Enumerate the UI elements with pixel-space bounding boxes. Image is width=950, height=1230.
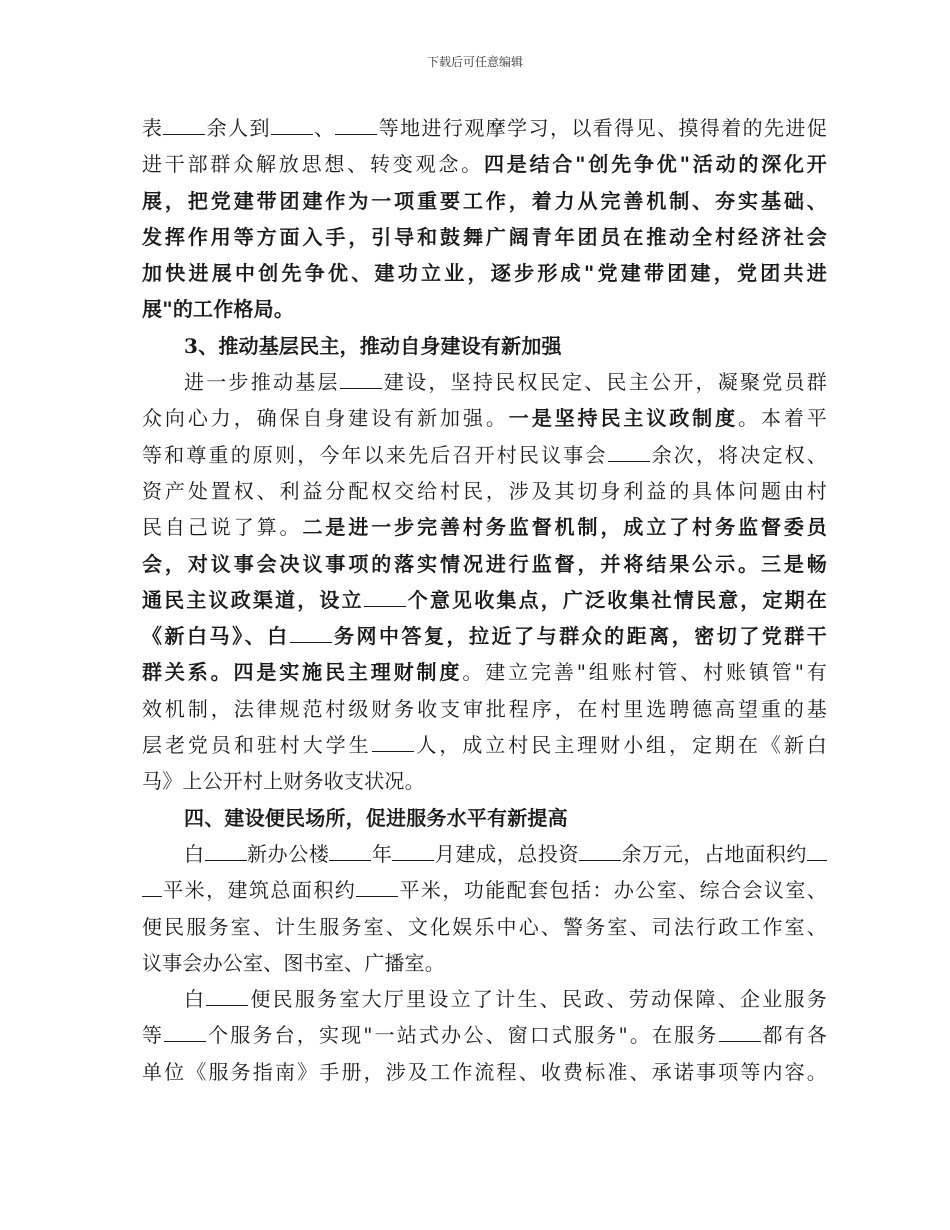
- blank-underline: [719, 1019, 761, 1042]
- text-segment: 等地进行观摩学习，以看得见、摸得着的先进促: [377, 116, 828, 140]
- blank-underline: [579, 838, 621, 861]
- bold-text: 一是坚持民主议政制度: [508, 406, 739, 431]
- text-segment: 。本着平: [738, 406, 828, 431]
- text-segment: 马》上公开村上财务收支状况。: [142, 769, 425, 794]
- bold-text: 发挥作用等方面入手，引导和鼓舞广阔青年团员在推动全村经济社会: [142, 224, 827, 249]
- bold-text: 四是结合"创先争优"活动的深化开: [483, 152, 828, 177]
- text-segment: 表: [142, 116, 164, 140]
- blank-underline: [340, 366, 382, 389]
- bold-text: 群关系。四是实施民主理财制度: [142, 660, 463, 685]
- text-line: [142, 763, 827, 799]
- text-segment: 月建成，总投资: [434, 841, 580, 866]
- text-line: [142, 654, 827, 690]
- blank-underline: [392, 838, 434, 861]
- text-segment: 余次，将决定权、: [649, 442, 828, 467]
- text-segment: 余万元，占地面积约: [621, 841, 807, 866]
- text-line: [142, 183, 827, 219]
- text-line: [142, 473, 827, 509]
- text-segment: 年: [371, 841, 393, 866]
- bold-text: 会，对议事会决议事项的落实情况进行监督，并将结果公示。三是畅: [142, 551, 827, 576]
- text-segment: 等: [142, 1023, 165, 1048]
- text-line: [142, 328, 827, 364]
- blank-underline: [364, 584, 406, 607]
- text-line: [142, 110, 827, 146]
- bold-text: 个意见收集点，广泛收集社情民意，定期在: [405, 587, 828, 612]
- text-segment: 个服务台，实现"一站式办公、窗口式服务"。在服务: [206, 1023, 719, 1048]
- text-segment: 。建立完善"组账村管、村账镇管"有: [462, 660, 827, 685]
- text-line: [142, 1054, 827, 1090]
- text-segment: 新办公楼: [246, 841, 330, 866]
- text-segment: 都有各: [760, 1023, 827, 1048]
- text-segment: 等和尊重的原则，今年以来先后召开村民议事会: [142, 442, 608, 467]
- text-segment: 民自己说了算。: [142, 515, 303, 540]
- text-line: [142, 618, 827, 654]
- text-line: [142, 981, 827, 1017]
- text-line: [142, 727, 827, 763]
- blank-underline: [271, 112, 313, 135]
- blank-underline: [329, 838, 371, 861]
- bold-text: 加快进展中创先争优、建功立业，逐步形成"党建带团建，党团共进: [142, 261, 827, 286]
- blank-underline: [356, 874, 398, 897]
- text-line: [142, 582, 827, 618]
- text-segment: 平米，功能配套包括：办公室、综合会议室、: [398, 878, 827, 903]
- page-header: 下载后可任意编辑: [426, 55, 523, 69]
- bold-text: 通民主议政渠道，设立: [142, 587, 364, 612]
- bold-text: 二是进一步完善村务监督机制，成立了村务监督委员: [302, 515, 827, 540]
- text-line: [142, 146, 827, 182]
- text-line: [142, 836, 827, 872]
- text-segment: 层老党员和驻村大学生: [142, 733, 372, 758]
- blank-underline: [206, 983, 248, 1006]
- text-segment: 便民服务室大厅里设立了计生、民政、劳动保障、企业服务: [248, 987, 827, 1012]
- text-segment: 资产处置权、利益分配权交给村民，涉及其切身利益的具体问题由村: [142, 478, 827, 503]
- blank-underline: [807, 838, 827, 861]
- text-line: [142, 255, 827, 291]
- text-segment: 白: [184, 841, 205, 866]
- text-line: [142, 800, 827, 836]
- text-segment: 人，成立村民主理财小组，定期在《新白: [413, 733, 827, 758]
- bold-text: 展，把党建带团建作为一项重要工作，着力从完善机制、夯实基础、: [142, 188, 827, 213]
- bold-text: 四、建设便民场所，促进服务水平有新提高: [184, 805, 568, 830]
- blank-underline: [164, 1019, 206, 1042]
- blank-underline: [205, 838, 247, 861]
- text-segment: 议事会办公室、图书室、广播室。: [142, 950, 445, 975]
- text-segment: 效机制，法律规范村级财务收支审批程序，在村里选聘德高望重的基: [142, 696, 827, 721]
- bold-text: 《新白马》、白: [142, 624, 290, 649]
- text-segment: 余人到: [205, 116, 271, 140]
- text-line: [142, 872, 827, 908]
- blank-underline: [372, 729, 414, 752]
- text-line: [142, 509, 827, 545]
- text-line: [142, 364, 827, 400]
- text-line: [142, 437, 827, 473]
- text-segment: 白: [184, 987, 207, 1012]
- blank-underline: [335, 112, 377, 135]
- text-segment: 众向心力，确保自身建设有新加强。: [142, 406, 509, 431]
- blank-underline: [290, 620, 332, 643]
- text-line: [142, 400, 827, 436]
- text-line: [142, 546, 827, 582]
- text-segment: 单位《服务指南》手册，涉及工作流程、收费标准、承诺事项等内容。: [142, 1059, 827, 1084]
- text-segment: 建设，坚持民权民定、民主公开，凝聚党员群: [381, 370, 828, 395]
- bold-text: 务网中答复，拉近了与群众的距离，密切了党群干: [331, 624, 827, 649]
- blank-underline: [142, 874, 162, 897]
- text-line: [142, 291, 827, 327]
- text-line: [142, 909, 827, 945]
- blank-underline: [608, 439, 650, 462]
- text-line: [142, 691, 827, 727]
- text-segment: 、: [312, 116, 336, 140]
- text-segment: 进干部群众解放思想、转变观念。: [142, 152, 484, 177]
- blank-underline: [163, 112, 205, 135]
- text-segment: 进一步推动基层: [184, 370, 340, 395]
- bold-text: 展"的工作格局。: [142, 297, 295, 322]
- document-body: [142, 110, 827, 1090]
- text-segment: 平米，建筑总面积约: [162, 878, 357, 903]
- bold-text: 3、推动基层民主，推动自身建设有新加强: [184, 333, 562, 358]
- text-line: [142, 219, 827, 255]
- text-segment: 便民服务室、计生服务室、文化娱乐中心、警务室、司法行政工作室、: [142, 914, 827, 939]
- text-line: [142, 1017, 827, 1053]
- text-line: [142, 945, 827, 981]
